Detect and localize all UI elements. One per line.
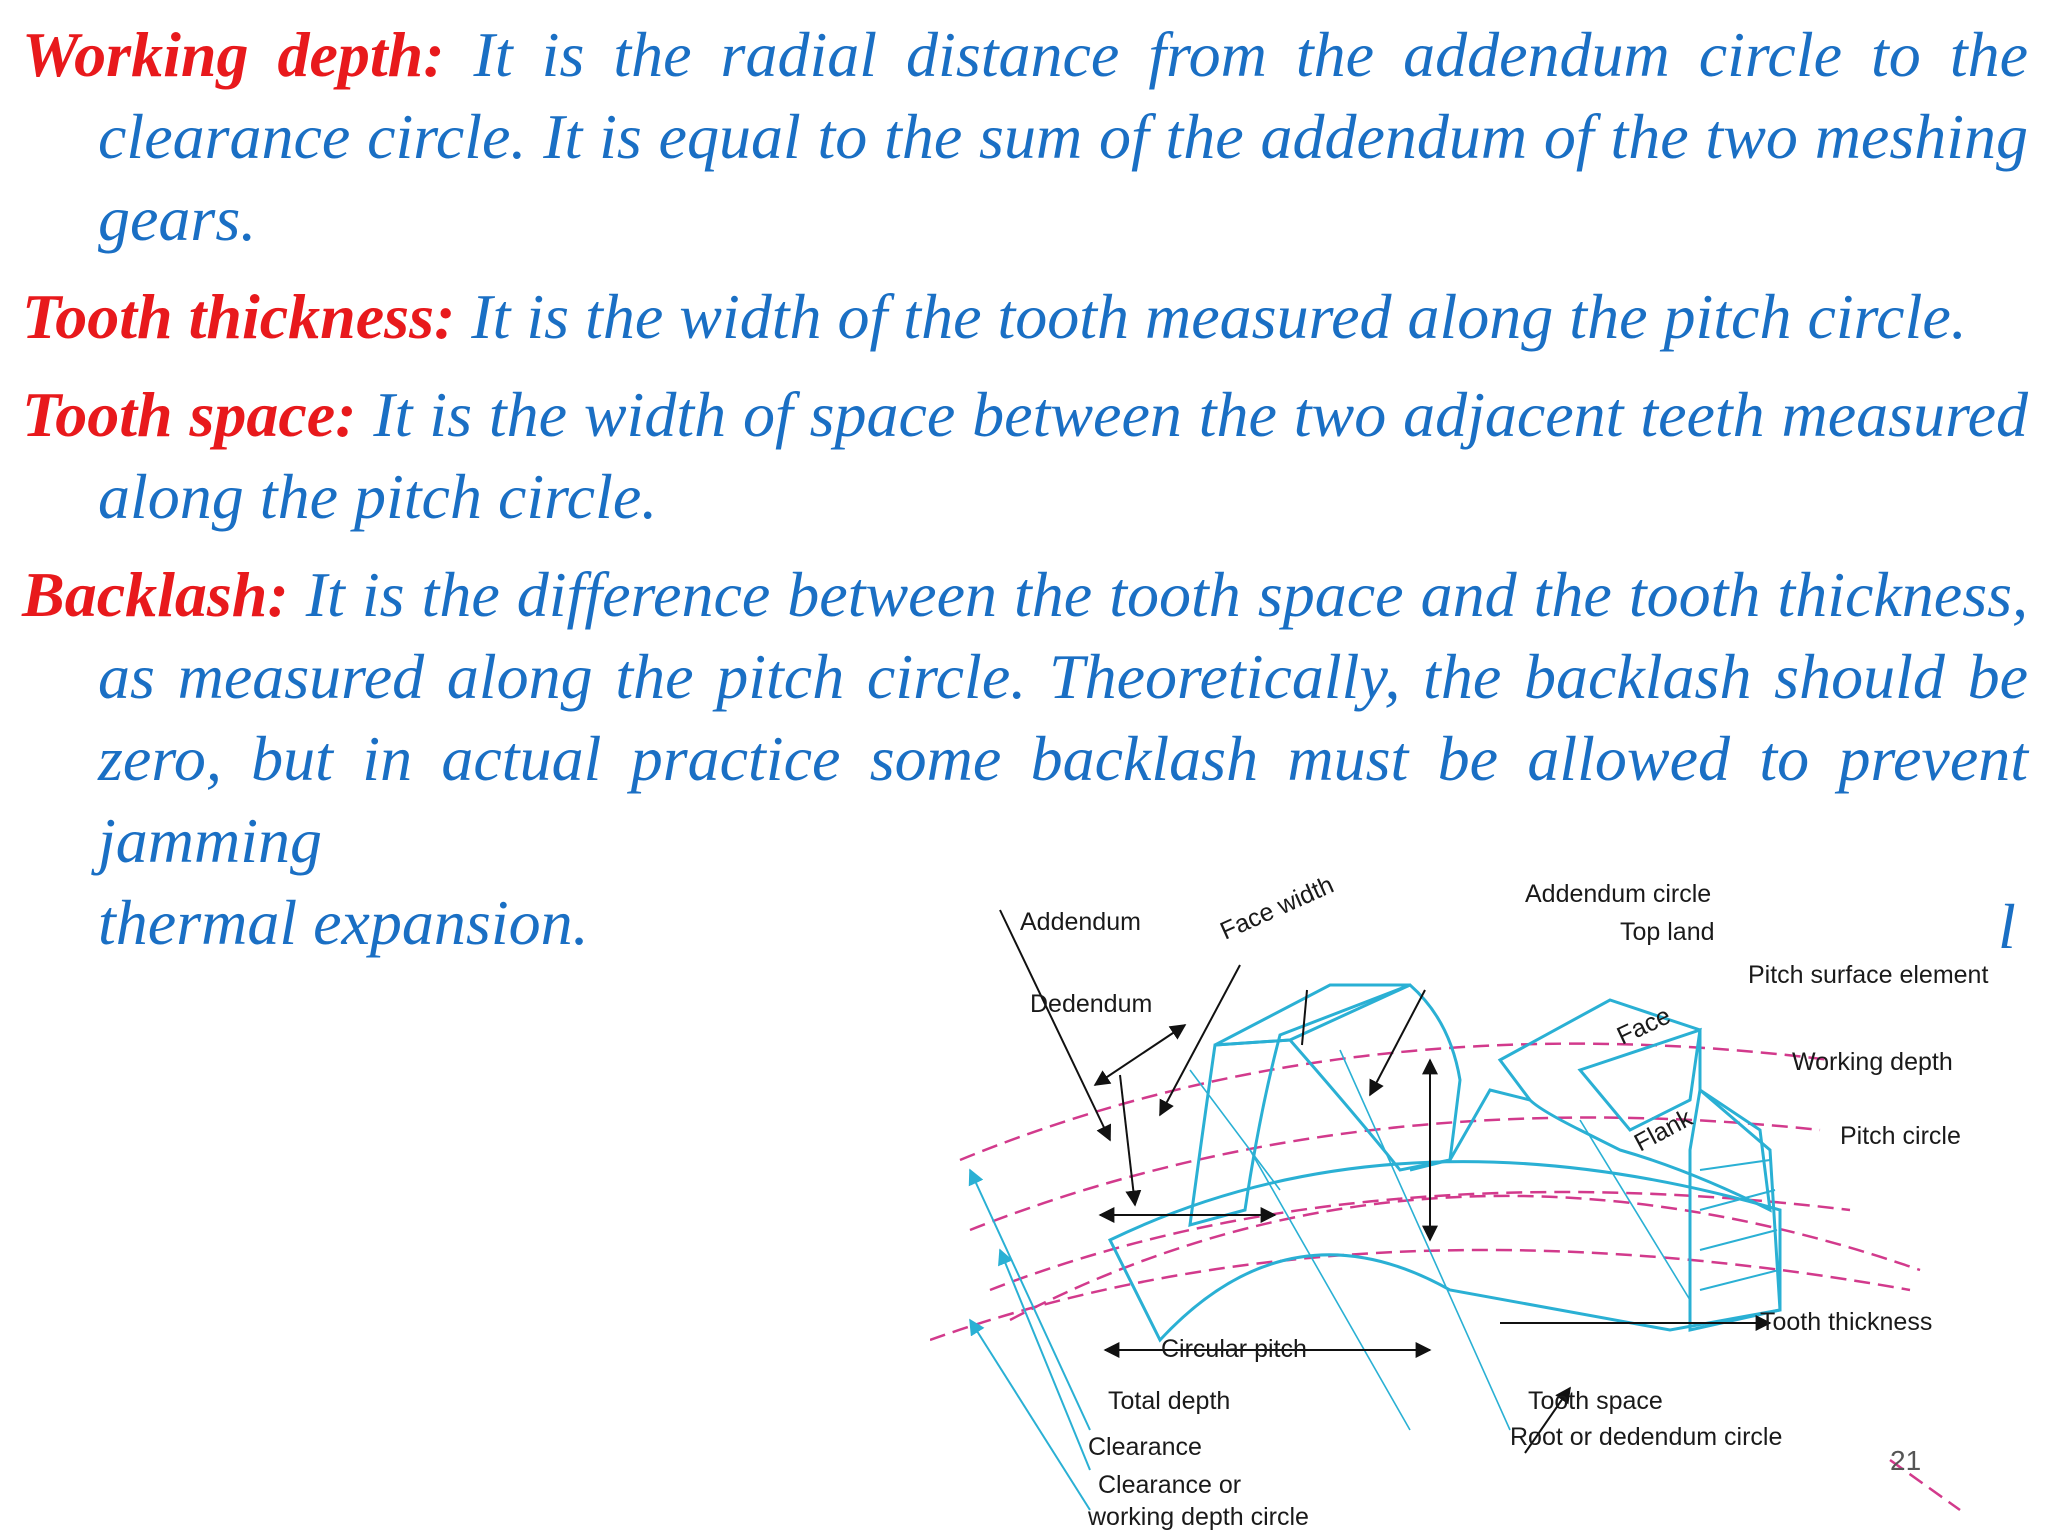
definition-backlash bbox=[22, 554, 2028, 882]
label-face: Face bbox=[1612, 1001, 1675, 1051]
label-working-depth: Working depth bbox=[1792, 1048, 1953, 1076]
label-pitch-circle: Pitch circle bbox=[1840, 1122, 1961, 1150]
label-dedendum: Dedendum bbox=[1030, 990, 1153, 1018]
label-root-circle: Root or dedendum circle bbox=[1510, 1423, 1783, 1451]
definition-text: It is the width of the tooth measured along the pitch circle. bbox=[455, 281, 1967, 352]
guide-line bbox=[1340, 1050, 1510, 1430]
label-tooth-thickness: Tooth thickness bbox=[1760, 1308, 1933, 1336]
tooth-space-floor bbox=[1410, 1090, 1530, 1170]
face-width-arrow bbox=[1095, 1025, 1185, 1085]
label-addendum: Addendum bbox=[1020, 908, 1141, 936]
label-total-depth: Total depth bbox=[1108, 1387, 1231, 1415]
reference-circles bbox=[930, 1044, 1960, 1510]
definition-text: It is the radial distance from the addendum circle to the clearance circle. It is equal to the sum of the addendum of the two meshing gears. bbox=[98, 19, 2029, 254]
definition-working-depth bbox=[22, 14, 2028, 260]
definition-text: It is the difference between the tooth space and the tooth thickness, as measured along the pitch circle. Theoretically, the backlash should be zero, but in actual practice some backlash must be allowed to prevent jamming bbox=[98, 559, 2028, 876]
label-addendum-circle: Addendum circle bbox=[1525, 880, 1712, 908]
guide-line bbox=[1580, 1120, 1690, 1300]
gear-terminology-figure bbox=[930, 870, 2030, 1536]
addendum-arrow bbox=[1000, 910, 1110, 1140]
gear-diagram bbox=[930, 870, 2030, 1536]
term-working-depth: Working depth: bbox=[22, 19, 445, 90]
label-face-width: Face width bbox=[1216, 870, 1338, 946]
term-tooth-space: Tooth space: bbox=[22, 379, 357, 450]
label-flank: Flank bbox=[1629, 1103, 1697, 1158]
page-number: 21 bbox=[1890, 1445, 1922, 1476]
label-clearance-circle-line1: Clearance or bbox=[1098, 1471, 1242, 1499]
label-top-land: Top land bbox=[1620, 918, 1715, 946]
depth-line bbox=[970, 1320, 1090, 1510]
left-tooth-top bbox=[1215, 985, 1410, 1045]
gear-rim bbox=[1110, 1162, 1780, 1340]
guide-line bbox=[1250, 1150, 1410, 1430]
leader-arrows bbox=[930, 870, 1770, 1453]
dedendum-arrow bbox=[1120, 1075, 1135, 1205]
clipped-letter: l bbox=[1998, 891, 2016, 962]
term-tooth-thickness: Tooth thickness: bbox=[22, 281, 456, 352]
label-circular-pitch: Circular pitch bbox=[1161, 1335, 1307, 1363]
definition-tooth-space bbox=[22, 374, 2028, 538]
left-tooth bbox=[1190, 985, 1460, 1225]
addendum-circle-arrow bbox=[1160, 965, 1240, 1115]
figure-labels bbox=[1020, 871, 1988, 1531]
label-clearance-circle-line2: working depth circle bbox=[1088, 1503, 1309, 1531]
definitions-list bbox=[22, 14, 2028, 980]
definition-tooth-thickness bbox=[22, 276, 2028, 358]
pitch-surface-arrow bbox=[1370, 990, 1425, 1095]
definition-text: It is the width of space between the two adjacent teeth measured along the pitch circle. bbox=[98, 379, 2029, 532]
label-clearance: Clearance bbox=[1088, 1433, 1202, 1461]
label-pitch-surface-element: Pitch surface element bbox=[1748, 961, 1989, 989]
term-backlash: Backlash: bbox=[22, 559, 289, 630]
label-tooth-space: Tooth space bbox=[1528, 1387, 1663, 1415]
definition-tail-text: thermal expansion. bbox=[98, 887, 589, 958]
